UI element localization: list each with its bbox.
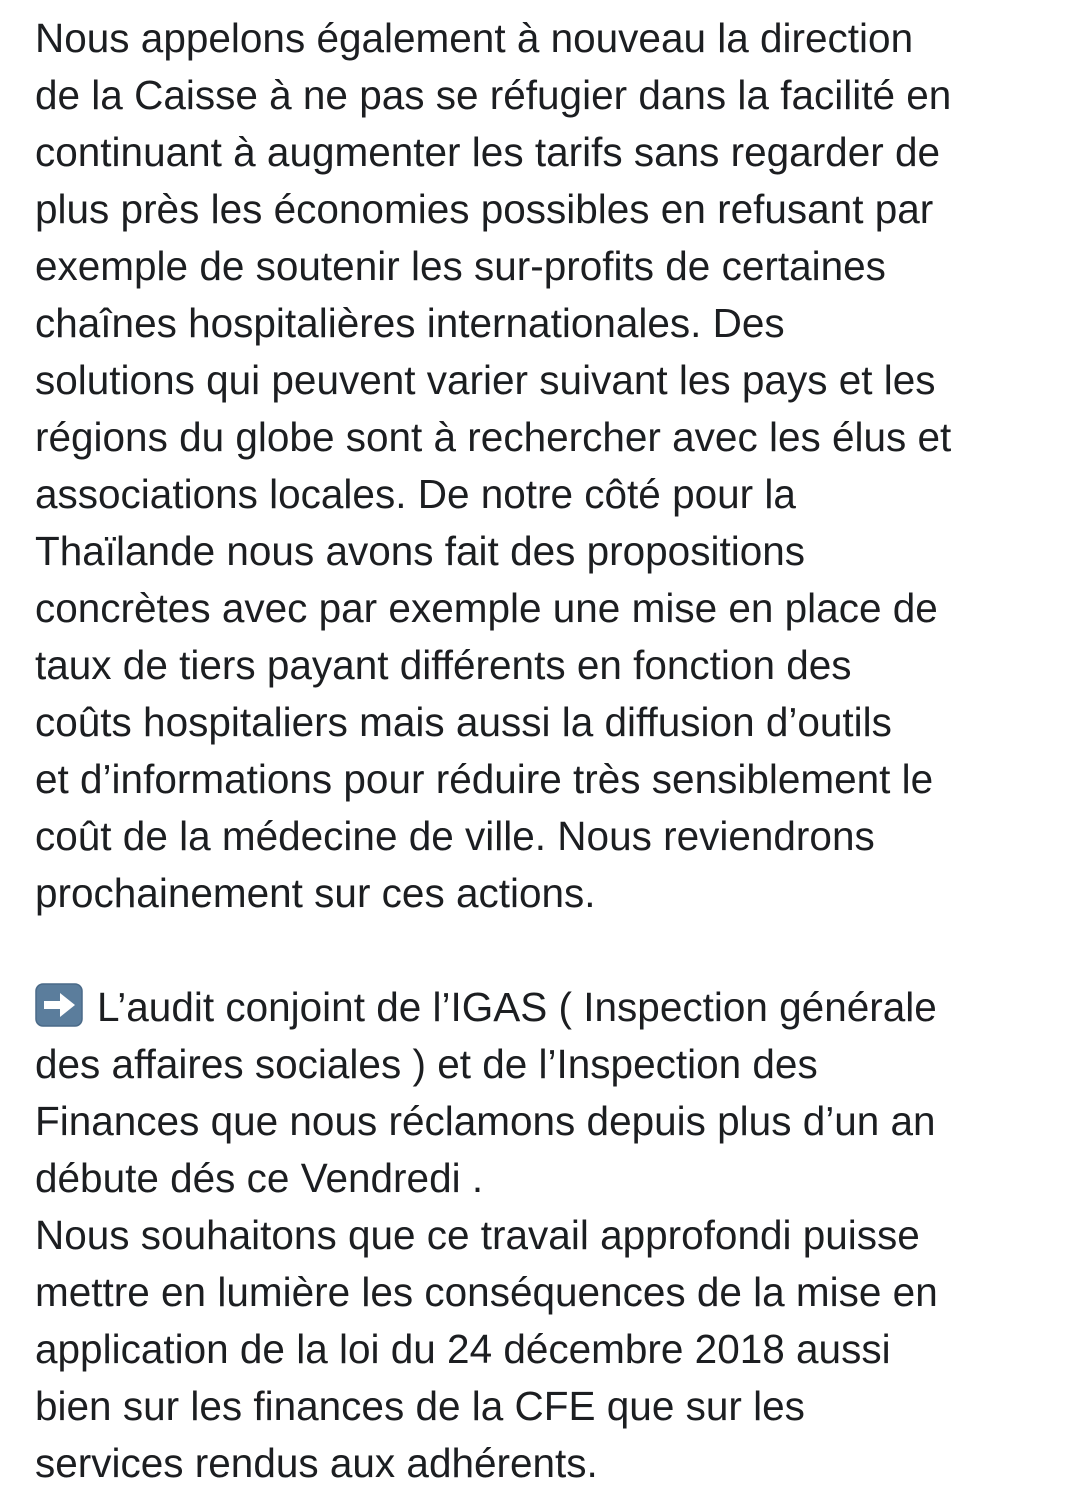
text-line: de la Caisse à ne pas se réfugier dans la facilité en [35,72,952,118]
text-line: et d’informations pour réduire très sensiblement le [35,756,934,802]
text-line: chaînes hospitalières internationales. Des [35,300,785,346]
text-line: exemple de soutenir les sur-profits de certaines [35,243,886,289]
paragraph-audit [35,979,1070,1207]
text-line: plus près les économies possibles en refusant par [35,186,934,232]
text-line: Nous souhaitons que ce travail approfondi puisse [35,1212,920,1258]
text-line [35,979,1070,1036]
text-line: débute dés ce Vendredi . [35,1155,484,1201]
text-line: prochainement sur ces actions. [35,870,596,916]
text-line: Nous appelons également à nouveau la direction [35,15,914,61]
post-text [35,10,1070,1492]
paragraph-hopes [35,1207,1070,1492]
text-line: des affaires sociales ) et de l’Inspection des [35,1041,818,1087]
text-line: taux de tiers payant différents en fonction des [35,642,852,688]
paragraph-spacer [35,922,1070,979]
audit-first-line: L’audit conjoint de l’IGAS ( Inspection générale [97,984,937,1030]
text-line: associations locales. De notre côté pour la [35,471,796,517]
text-line: application de la loi du 24 décembre 2018 aussi [35,1326,891,1372]
text-line: Finances que nous réclamons depuis plus d’un an [35,1098,936,1144]
text-line: coût de la médecine de ville. Nous reviendrons [35,813,875,859]
text-line: mettre en lumière les conséquences de la mise en [35,1269,938,1315]
text-line: Thaïlande nous avons fait des propositions [35,528,805,574]
text-line: solutions qui peuvent varier suivant les pays et les [35,357,936,403]
paragraph-call-to-management [35,10,1070,922]
text-line: bien sur les finances de la CFE que sur les [35,1383,805,1429]
text-line: concrètes avec par exemple une mise en place de [35,585,938,631]
text-line: continuant à augmenter les tarifs sans regarder de [35,129,941,175]
right-arrow-icon [35,983,83,1027]
text-line: régions du globe sont à rechercher avec les élus et [35,414,952,460]
text-line: services rendus aux adhérents. [35,1440,598,1486]
text-line: coûts hospitaliers mais aussi la diffusion d’outils [35,699,892,745]
